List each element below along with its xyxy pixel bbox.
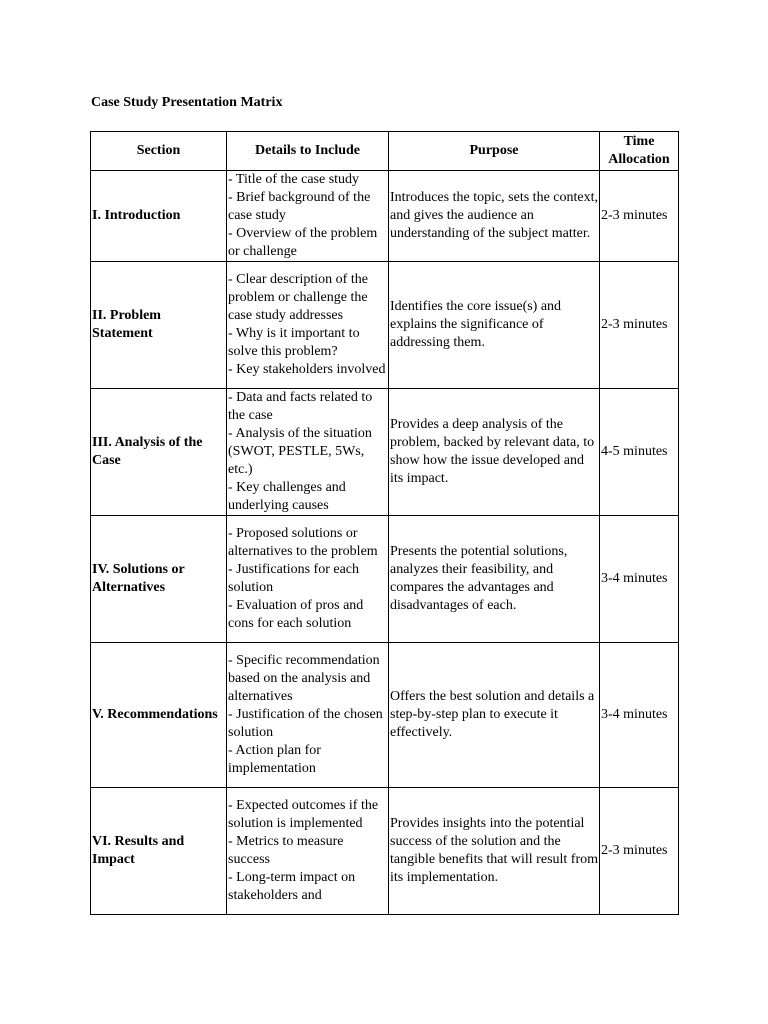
detail-item: - Title of the case study [228, 172, 360, 188]
detail-item: - Key challenges and underlying causes [228, 479, 346, 513]
details-cell [227, 262, 389, 389]
time-cell: 2-3 minutes [600, 788, 679, 915]
presentation-matrix-table [90, 131, 679, 915]
detail-item: - Analysis of the situation (SWOT, PESTLE, 5Ws, etc.) [228, 426, 372, 477]
detail-item: - Justifications for each solution [228, 562, 360, 595]
detail-item: - Expected outcomes if the solution is implemented [228, 798, 379, 832]
detail-item: - Justification of the chosen solution [228, 707, 383, 740]
detail-item: - Clear description of the problem or challenge the case study addresses [228, 272, 368, 324]
table-row [91, 171, 679, 262]
column-header-details: Details to Include [227, 132, 389, 171]
table-row [91, 516, 679, 643]
detail-item: - Data and facts related to the case [228, 390, 373, 424]
detail-item: - Specific recommendation based on the analysis and alternatives [228, 653, 380, 705]
details-cell [227, 516, 389, 643]
purpose-cell: Introduces the topic, sets the context, and gives the audience an understanding of the subject matter. [389, 171, 600, 262]
column-header-time [600, 132, 679, 171]
purpose-cell: Presents the potential solutions, analyzes their feasibility, and compares the advantages and disadvantages of each. [389, 516, 600, 643]
detail-item: - Evaluation of pros and cons for each solution [228, 597, 364, 631]
table-row [91, 389, 679, 516]
purpose-cell: Identifies the core issue(s) and explains the significance of addressing them. [389, 262, 600, 389]
column-header-purpose: Purpose [389, 132, 600, 171]
details-cell [227, 788, 389, 915]
detail-item: - Metrics to measure success [228, 834, 344, 867]
detail-item: - Long-term impact on stakeholders and [228, 869, 356, 903]
time-cell: 2-3 minutes [600, 262, 679, 389]
section-cell: II. Problem Statement [91, 262, 227, 389]
table-row [91, 643, 679, 788]
table-row [91, 788, 679, 915]
section-cell: III. Analysis of the Case [91, 389, 227, 516]
detail-item: - Proposed solutions or alternatives to the problem [228, 526, 378, 560]
details-cell [227, 389, 389, 516]
detail-item: - Overview of the problem or challenge [228, 225, 378, 259]
document-title: Case Study Presentation Matrix [91, 95, 283, 110]
section-cell: V. Recommendations [91, 643, 227, 788]
purpose-cell: Provides insights into the potential success of the solution and the tangible benefits that will result from its implementation. [389, 788, 600, 915]
detail-item: - Brief background of the case study [228, 190, 371, 224]
table-header-row [91, 132, 679, 171]
details-cell [227, 171, 389, 262]
time-cell: 3-4 minutes [600, 516, 679, 643]
time-header-line: Time [623, 134, 655, 150]
section-cell: VI. Results and Impact [91, 788, 227, 915]
detail-item: - Key stakeholders involved [228, 361, 386, 377]
section-cell: I. Introduction [91, 171, 227, 262]
table-row [91, 262, 679, 389]
time-cell: 2-3 minutes [600, 171, 679, 262]
time-cell: 3-4 minutes [600, 643, 679, 788]
time-header-line: Allocation [608, 152, 670, 167]
column-header-section: Section [91, 132, 227, 171]
time-cell: 4-5 minutes [600, 389, 679, 516]
details-cell [227, 643, 389, 788]
detail-item: - Action plan for implementation [228, 742, 321, 776]
section-cell: IV. Solutions or Alternatives [91, 516, 227, 643]
detail-item: - Why is it important to solve this problem? [228, 326, 360, 359]
purpose-cell: Offers the best solution and details a step-by-step plan to execute it effectively. [389, 643, 600, 788]
purpose-cell: Provides a deep analysis of the problem, backed by relevant data, to show how the issue developed and its impact. [389, 389, 600, 516]
